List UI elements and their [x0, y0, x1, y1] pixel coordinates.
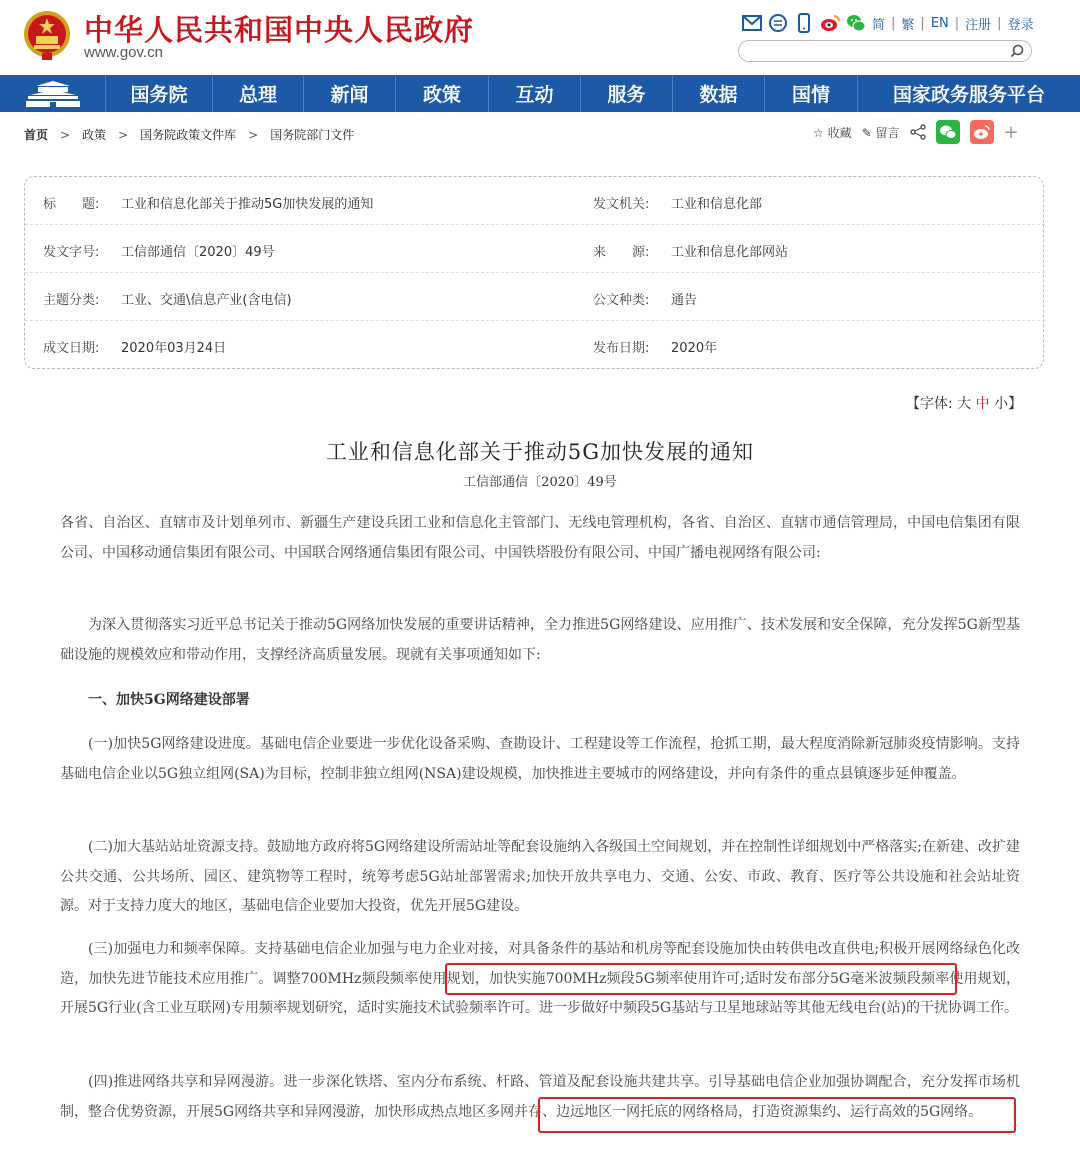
share-icon[interactable]: [910, 124, 926, 140]
nav-home[interactable]: [0, 75, 105, 112]
main-nav: [0, 75, 1080, 112]
font-size-suffix: 】: [1008, 396, 1023, 412]
info-source: [593, 241, 788, 260]
link-register[interactable]: 注册: [965, 17, 992, 33]
nav-state-council[interactable]: 国务院: [105, 75, 212, 112]
site-title[interactable]: 中华人民共和国中央人民政府: [84, 13, 475, 47]
paragraph-2: (二)加大基站站址资源支持。鼓励地方政府将5G网络建设所需站址等配套设施纳入各级国土空间规划，并在控制性详细规划中严格落实;在新建、改扩建公共交通、公共场所、园区、建筑物等工程时，统筹考虑5G站址部署需求;加快开放共享电力、交通、公安、市政、教育、医疗等公共设施和社会站址资源。对于支持力度大的地区，基础电信企业要加大投资，优先开展5G建设。: [60, 839, 1020, 914]
nav-interaction[interactable]: 互动: [488, 75, 580, 112]
mobile-icon[interactable]: [794, 13, 814, 33]
search-icon[interactable]: [1009, 43, 1025, 59]
info-type: [593, 289, 697, 308]
breadcrumb-home[interactable]: 首页: [24, 128, 49, 142]
document-title: 工业和信息化部关于推动5G加快发展的通知: [325, 440, 755, 464]
font-size-large[interactable]: 大: [957, 396, 972, 412]
info-value: 通告: [671, 293, 698, 308]
info-value: 2020年: [671, 341, 718, 356]
pencil-icon: ✎: [861, 125, 872, 140]
info-value: 工业和信息化部: [671, 197, 763, 212]
info-label: 来 源:: [593, 245, 650, 260]
info-value: 工业和信息化部网站: [671, 245, 789, 260]
info-row: [25, 273, 1045, 321]
paragraph-4: (四)推进网络共享和异网漫游。进一步深化铁塔、室内分布系统、杆路、管道及配套设施共建共享。引导基础电信企业加强协调配合，充分发挥市场机制，整合优势资源，开展5G网络共享和异网漫游，加快形成热点地区多网并存、边远地区一网托底的网络格局，打造资源集约、运行高效的5G网络。: [60, 1074, 1020, 1120]
nav-service[interactable]: 服务: [580, 75, 672, 112]
star-icon: ☆: [813, 125, 824, 140]
info-label: 标 题:: [43, 197, 100, 212]
message-icon[interactable]: [768, 13, 788, 33]
nav-gov-service-platform[interactable]: 国家政务服务平台: [857, 75, 1080, 112]
section-heading: 一、加快5G网络建设部署: [88, 692, 250, 708]
nav-premier[interactable]: 总理: [212, 75, 303, 112]
comment-label: 留言: [875, 125, 900, 140]
link-simplified[interactable]: 简: [872, 17, 886, 33]
info-label: 发文机关:: [593, 197, 650, 212]
collect-button[interactable]: [813, 124, 852, 141]
site-header: [0, 0, 1080, 75]
info-label: 发文字号:: [43, 245, 100, 260]
info-value: 2020年03月24日: [121, 341, 227, 356]
info-row: [25, 177, 1045, 225]
link-traditional[interactable]: 繁: [901, 17, 915, 33]
link-english[interactable]: EN: [930, 15, 949, 31]
tiananmen-icon: [24, 80, 82, 108]
site-url: www.gov.cn: [84, 44, 163, 61]
info-published-date: [593, 337, 717, 356]
link-login[interactable]: 登录: [1007, 17, 1034, 33]
collect-label: 收藏: [827, 125, 852, 140]
nav-news[interactable]: 新闻: [303, 75, 395, 112]
info-issuer: [593, 193, 762, 212]
comment-button[interactable]: [862, 124, 900, 141]
info-topic: [43, 289, 292, 308]
document-number: 工信部通信〔2020〕49号: [463, 475, 617, 490]
info-label: 成文日期:: [43, 341, 100, 356]
chevron-right-icon: >: [118, 128, 129, 142]
wechat-icon[interactable]: [846, 13, 866, 33]
search-input[interactable]: [738, 40, 1032, 62]
font-size-label: 【字体:: [906, 396, 953, 412]
more-share-button[interactable]: +: [1003, 121, 1019, 143]
nav-national-info[interactable]: 国情: [764, 75, 857, 112]
recipients-paragraph: 各省、自治区、直辖市及计划单列市、新疆生产建设兵团工业和信息化主管部门、无线电管理机构，各省、自治区、直辖市通信管理局，中国电信集团有限公司、中国移动通信集团有限公司、中国联合网络通信集团有限公司、中国铁塔股份有限公司、中国广播电视网络有限公司:: [60, 515, 1020, 561]
chevron-right-icon: >: [248, 128, 259, 142]
separator: |: [920, 15, 925, 31]
share-tools: [813, 120, 1019, 144]
info-value: 工业和信息化部关于推动5G加快发展的通知: [121, 197, 374, 212]
info-value: 工业、交通\信息产业(含电信): [121, 293, 292, 308]
intro-paragraph: 为深入贯彻落实习近平总书记关于推动5G网络加快发展的重要讲话精神，全力推进5G网络建设、应用推广、技术发展和安全保障，充分发挥5G新型基础设施的规模效应和带动作用，支撑经济高质量发展。现就有关事项通知如下:: [60, 617, 1020, 663]
nav-data[interactable]: 数据: [672, 75, 764, 112]
paragraph-1: (一)加快5G网络建设进度。基础电信企业要进一步优化设备采购、查勘设计、工程建设等工作流程，抢抓工期，最大程度消除新冠肺炎疫情影响。支持基础电信企业以5G独立组网(SA)为目标，控制非独立组网(NSA)建设规模，加快推进主要城市的网络建设，并向有条件的重点县镇逐步延伸覆盖。: [60, 736, 1020, 782]
info-row: [25, 225, 1045, 273]
highlight-box: [445, 963, 957, 995]
separator: |: [891, 15, 896, 31]
info-label: 公文种类:: [593, 293, 650, 308]
separator: |: [954, 15, 960, 31]
breadcrumb-policy[interactable]: 政策: [82, 128, 107, 142]
info-row: [25, 321, 1045, 369]
info-docno: [43, 241, 275, 260]
wechat-icon: [939, 124, 957, 140]
info-written-date: [43, 337, 226, 356]
highlight-box: [538, 1097, 1016, 1133]
breadcrumb: [24, 126, 354, 143]
wechat-share-button[interactable]: [936, 120, 960, 144]
info-label: 主题分类:: [43, 293, 100, 308]
mail-icon[interactable]: [742, 13, 762, 33]
weibo-icon: [973, 124, 991, 140]
breadcrumb-policy-library[interactable]: 国务院政策文件库: [140, 128, 237, 142]
breadcrumb-dept-docs[interactable]: 国务院部门文件: [270, 128, 355, 142]
font-size-switcher: [906, 393, 1022, 413]
weibo-icon[interactable]: [820, 13, 840, 33]
nav-policy[interactable]: 政策: [395, 75, 488, 112]
info-value: 工信部通信〔2020〕49号: [121, 245, 275, 260]
info-title: [43, 193, 373, 212]
font-size-medium[interactable]: 中: [975, 396, 990, 412]
top-links: [742, 13, 1034, 33]
chevron-right-icon: >: [60, 128, 71, 142]
info-label: 发布日期:: [593, 341, 650, 356]
national-emblem-icon[interactable]: [22, 8, 72, 62]
separator: |: [997, 15, 1002, 31]
document-info-table: [24, 176, 1044, 369]
paragraph-3: (三)加强电力和频率保障。支持基础电信企业加强与电力企业对接，对具备条件的基站和机房等配套设施加快由转供电改直供电;积极开展网络绿色化改造，加快先进节能技术应用推广。调整700MHz频段频率使用规划，加快实施700MHz频段5G频率使用许可;适时发布部分5G毫米波频段频率使用规划，开展5G行业(含工业互联网)专用频率规划研究，适时实施技术试验频率许可。进一步做好中频段5G基站与卫星地球站等其他无线电台(站)的干扰协调工作。: [60, 941, 1020, 1016]
weibo-share-button[interactable]: [970, 120, 994, 144]
font-size-small[interactable]: 小: [994, 396, 1009, 412]
